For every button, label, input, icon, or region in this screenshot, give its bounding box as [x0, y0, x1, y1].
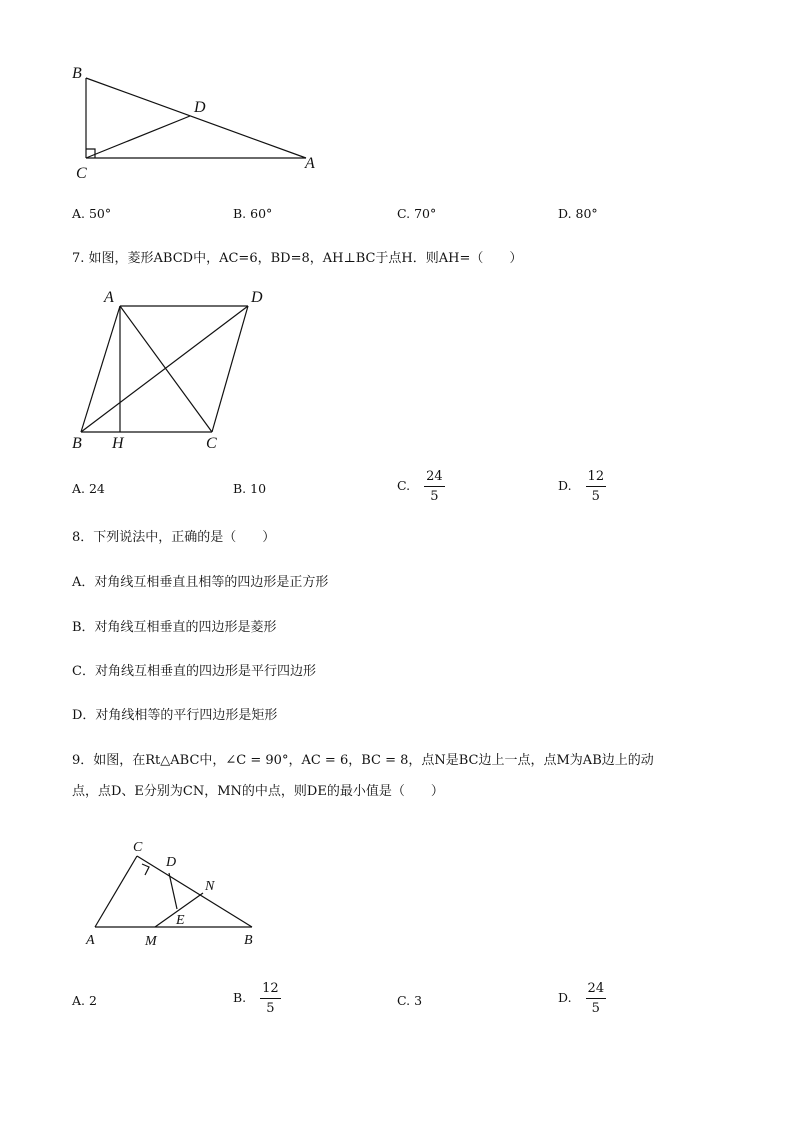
q7-option-d-prefix: D. [558, 478, 572, 493]
q9-option-d-prefix: D. [558, 990, 572, 1005]
q7-option-a: A. 24 [72, 481, 105, 496]
q7-number: 7. [72, 251, 85, 266]
q6-label-d: D [194, 99, 206, 116]
q6-option-d: D. 80° [558, 206, 598, 221]
q6-segment-ab [86, 78, 306, 158]
q7-label-b: B [72, 435, 82, 452]
q7-side-dc [212, 306, 248, 432]
q9-label-b: B [244, 933, 253, 948]
q8-option-a: A．对角线互相垂直且相等的四边形是正方形 [72, 575, 329, 590]
q6-figure [0, 0, 794, 190]
q7-option-c-numerator: 24 [424, 469, 445, 487]
q9-label-a: A [86, 933, 95, 948]
q8-option-d: D．对角线相等的平行四边形是矩形 [72, 708, 278, 723]
q7-label-c: C [206, 435, 217, 452]
q9-option-b-numerator: 12 [260, 981, 281, 999]
q9-option-d-numerator: 24 [586, 981, 607, 999]
q7-label-h: H [112, 435, 124, 452]
q6-label-a: A [305, 155, 315, 172]
q7-question [72, 249, 522, 269]
q6-segment-cd [86, 116, 190, 158]
q9-option-b [233, 981, 281, 1016]
q7-option-c-prefix: C. [397, 478, 411, 493]
q9-option-d-fraction [586, 981, 607, 1016]
q7-label-a: A [104, 289, 114, 306]
q9-option-a: A. 2 [72, 993, 97, 1008]
q9-label-m: M [145, 934, 157, 949]
q7-option-d-numerator: 12 [586, 469, 607, 487]
q7-side-ba [81, 306, 120, 432]
q9-label-c: C [133, 840, 143, 855]
q8-option-c: C．对角线互相垂直的四边形是平行四边形 [72, 664, 316, 679]
q6-option-c: C. 70° [397, 206, 437, 221]
q9-label-n: N [205, 879, 215, 894]
q9-option-b-denominator: 5 [266, 1001, 275, 1016]
q7-option-c-denominator: 5 [430, 489, 439, 504]
q7-option-c-fraction [424, 469, 445, 504]
q9-label-e: E [176, 913, 185, 928]
q9-option-b-prefix: B. [233, 990, 247, 1005]
q7-option-b: B. 10 [233, 481, 267, 496]
q6-option-a: A. 50° [72, 206, 112, 221]
q9-question-line-2: 点，点D、E分别为CN，MN的中点，则DE的最小值是（ ） [72, 784, 444, 799]
q9-option-c: C. 3 [397, 993, 423, 1008]
q7-option-d-denominator: 5 [591, 489, 600, 504]
q9-option-b-fraction [260, 981, 281, 1016]
q8-question: 8．下列说法中，正确的是（ ） [72, 530, 276, 545]
q7-text: 如图，菱形ABCD中，AC=6，BD=8，AH⊥BC于点H．则AH=（ ） [88, 251, 523, 266]
q7-option-d-fraction [586, 469, 607, 504]
q9-label-d: D [166, 855, 177, 870]
q7-figure [0, 280, 794, 460]
q8-option-b: B．对角线互相垂直的四边形是菱形 [72, 620, 277, 635]
q6-label-b: B [72, 65, 82, 82]
q7-label-d: D [251, 289, 263, 306]
q7-option-d [558, 469, 606, 504]
q9-right-angle-mark [142, 864, 149, 875]
q6-label-c: C [76, 165, 87, 182]
q9-side-cb [137, 856, 252, 927]
q9-option-d [558, 981, 606, 1016]
q7-option-c [397, 469, 445, 504]
q7-diagonal-bd [81, 306, 248, 432]
q9-side-ca [95, 856, 137, 927]
q9-option-d-denominator: 5 [591, 1001, 600, 1016]
q9-question-line-1: 9．如图，在Rt△ABC中，∠C = 90°，AC = 6，BC = 8，点N是BC边上一点，点M为AB边上的动 [72, 753, 654, 768]
q7-diagonal-ac [120, 306, 212, 432]
q9-figure [0, 830, 794, 955]
q6-option-b: B. 60° [233, 206, 273, 221]
